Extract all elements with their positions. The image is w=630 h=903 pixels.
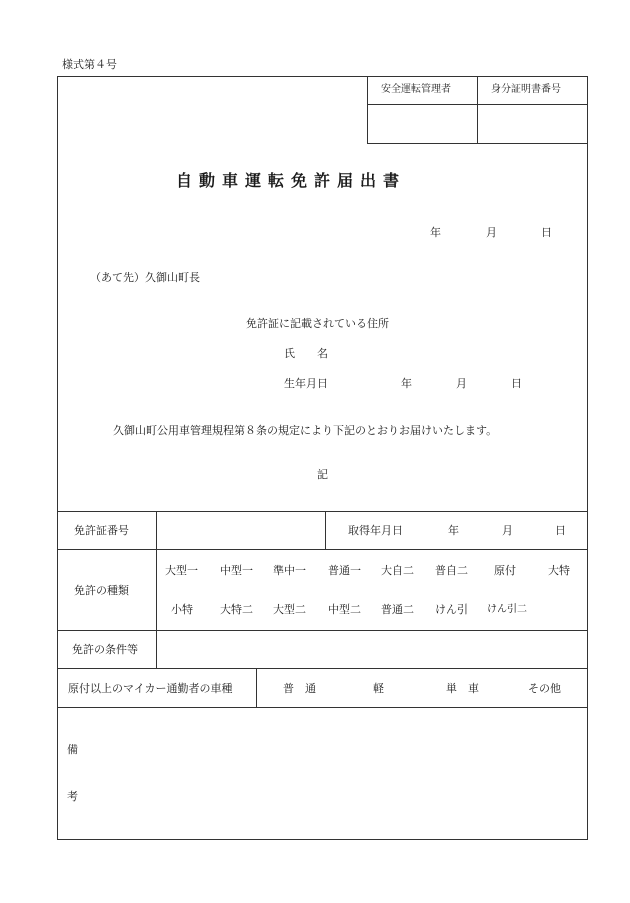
id-number-label: 身分証明書番号 [491,84,561,95]
row-line-2 [57,549,588,550]
license-type-option[interactable]: 大型二 [273,603,306,616]
date-month-label: 月 [486,226,497,239]
safety-manager-seal-box[interactable] [368,106,476,142]
addressee: （あて先）久御山町長 [90,271,200,284]
license-type-option[interactable]: 普自二 [435,564,468,577]
commuter-divider [256,668,257,708]
acquired-month-label: 月 [502,524,513,537]
date-day-label: 日 [541,226,552,239]
statement: 久御山町公用車管理規程第８条の規定により下記のとおりお届けいたします。 [113,424,498,437]
birth-date-label: 生年月日 [284,377,328,390]
form-number: 様式第４号 [62,58,117,71]
license-type-option[interactable]: けん引 [435,603,468,616]
commuter-vehicle-label: 原付以上のマイカー通勤者の車種 [68,682,233,695]
commuter-option-motorcycle[interactable]: 単 車 [446,682,479,695]
license-type-option[interactable]: 普通二 [381,603,414,616]
approval-box-divider-row [367,104,588,105]
commuter-option-other[interactable]: その他 [528,682,561,695]
license-type-option[interactable]: 大特 [548,564,570,577]
safety-manager-label: 安全運転管理者 [381,84,451,95]
license-type-option[interactable]: 大特二 [220,603,253,616]
remarks-field[interactable] [88,710,586,838]
remarks-label-2: 考 [67,790,78,803]
license-number-divider [325,511,326,550]
date-year-label: 年 [430,226,441,239]
acquired-year-label: 年 [448,524,459,537]
license-type-option[interactable]: けん引二 [487,604,527,615]
acquired-date-label: 取得年月日 [348,524,403,537]
license-type-option[interactable]: 大型一 [165,564,198,577]
birth-month-label: 月 [456,377,467,390]
conditions-label: 免許の条件等 [72,643,138,656]
acquired-day-label: 日 [555,524,566,537]
name-label: 氏 名 [284,347,328,360]
license-number-field[interactable] [157,512,324,549]
commuter-option-regular[interactable]: 普 通 [283,682,316,695]
license-number-label: 免許証番号 [74,524,129,537]
id-number-box[interactable] [478,106,587,142]
license-type-option[interactable]: 中型一 [220,564,253,577]
license-type-option[interactable]: 小特 [171,603,193,616]
address-label: 免許証に記載されている住所 [246,317,389,330]
license-type-option[interactable]: 中型二 [328,603,361,616]
form-title: 自動車運転免許届出書 [176,171,407,190]
license-type-option[interactable]: 普通一 [328,564,361,577]
approval-box-bottom [367,143,588,144]
birth-day-label: 日 [511,377,522,390]
conditions-field[interactable] [157,631,587,668]
remarks-label-1: 備 [67,743,78,756]
commuter-option-kei[interactable]: 軽 [373,682,384,695]
license-type-option[interactable]: 原付 [494,564,516,577]
license-type-label: 免許の種類 [74,584,129,597]
ki-label: 記 [317,468,328,481]
birth-year-label: 年 [401,377,412,390]
license-type-option[interactable]: 大自二 [381,564,414,577]
row-line-4 [57,668,588,669]
license-type-option[interactable]: 準中一 [273,564,306,577]
row-line-5 [57,707,588,708]
